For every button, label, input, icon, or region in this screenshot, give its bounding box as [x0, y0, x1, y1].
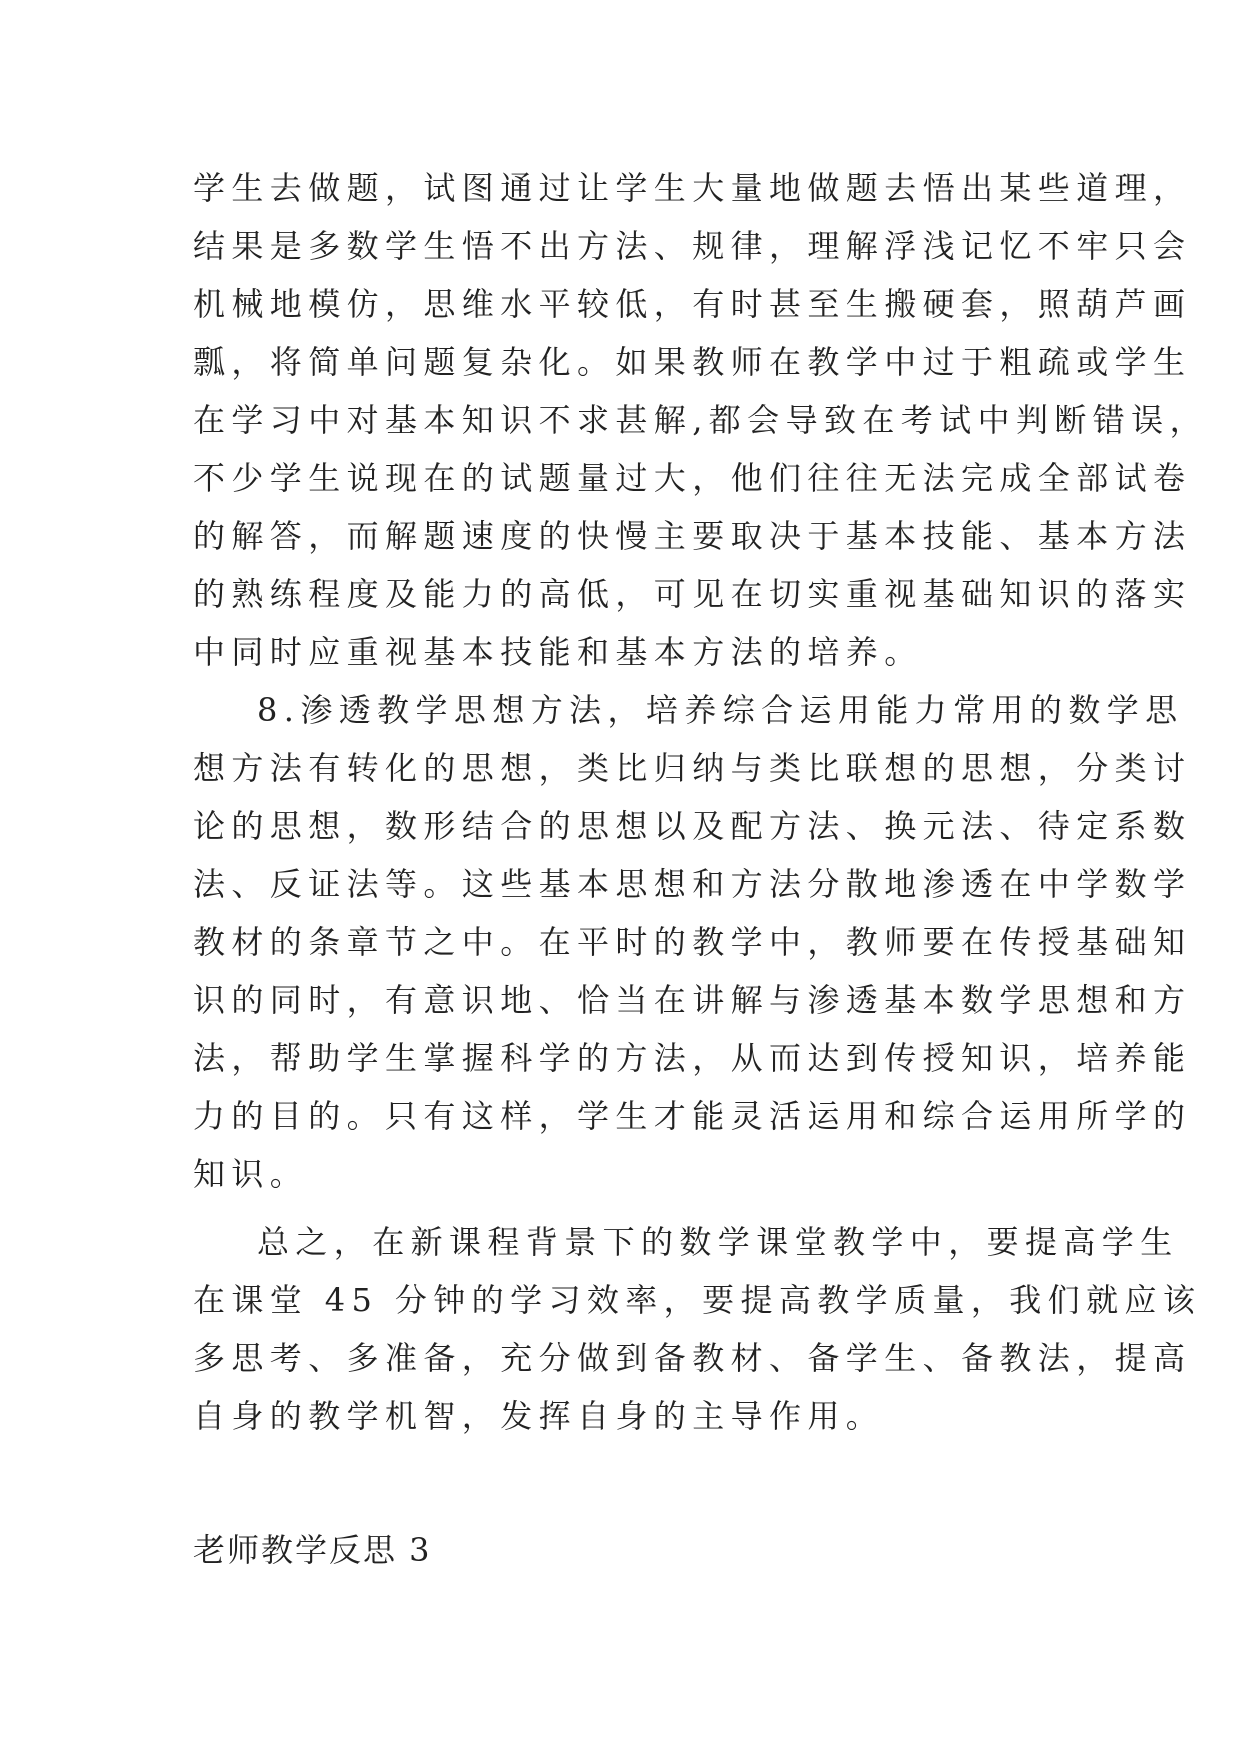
text-line: 不少学生说现在的试题量过大，他们往往无法完成全部试卷 — [193, 459, 1192, 497]
text-line: 想方法有转化的思想，类比归纳与类比联想的思想，分类讨 — [193, 749, 1192, 787]
text-line: 结果是多数学生悟不出方法、规律，理解浮浅记忆不牢只会 — [193, 227, 1192, 265]
text-line: 多思考、多准备，充分做到备教材、备学生、备教法，提高 — [193, 1339, 1192, 1377]
text-line: 学生去做题，试图通过让学生大量地做题去悟出某些道理， — [193, 169, 1192, 207]
text-line: 法、反证法等。这些基本思想和方法分散地渗透在中学数学 — [193, 865, 1192, 903]
text-line: 机械地模仿，思维水平较低，有时甚至生搬硬套，照葫芦画 — [193, 285, 1192, 323]
section-heading: 老师教学反思 3 — [193, 1531, 432, 1569]
text-line: 教材的条章节之中。在平时的教学中，教师要在传授基础知 — [193, 923, 1192, 961]
text-line: 力的目的。只有这样，学生才能灵活运用和综合运用所学的 — [193, 1097, 1192, 1135]
text-line: 的解答，而解题速度的快慢主要取决于基本技能、基本方法 — [193, 517, 1192, 555]
text-line: 瓢，将简单问题复杂化。如果教师在教学中过于粗疏或学生 — [193, 343, 1192, 381]
text-line: 8.渗透教学思想方法，培养综合运用能力常用的数学思 — [257, 691, 1184, 729]
text-line: 的熟练程度及能力的高低，可见在切实重视基础知识的落实 — [193, 575, 1192, 613]
text-line: 总之，在新课程背景下的数学课堂教学中，要提高学生 — [257, 1223, 1179, 1261]
text-line: 在课堂 45 分钟的学习效率，要提高教学质量，我们就应该 — [193, 1281, 1202, 1319]
text-line: 知识。 — [193, 1155, 309, 1193]
text-line: 论的思想，数形结合的思想以及配方法、换元法、待定系数 — [193, 807, 1192, 845]
text-line: 自身的教学机智，发挥自身的主导作用。 — [193, 1397, 885, 1435]
text-line: 识的同时，有意识地、恰当在讲解与渗透基本数学思想和方 — [193, 981, 1192, 1019]
text-line: 中同时应重视基本技能和基本方法的培养。 — [193, 633, 923, 671]
text-line: 在学习中对基本知识不求甚解,都会导致在考试中判断错误， — [193, 401, 1208, 439]
text-line: 法，帮助学生掌握科学的方法，从而达到传授知识，培养能 — [193, 1039, 1192, 1077]
